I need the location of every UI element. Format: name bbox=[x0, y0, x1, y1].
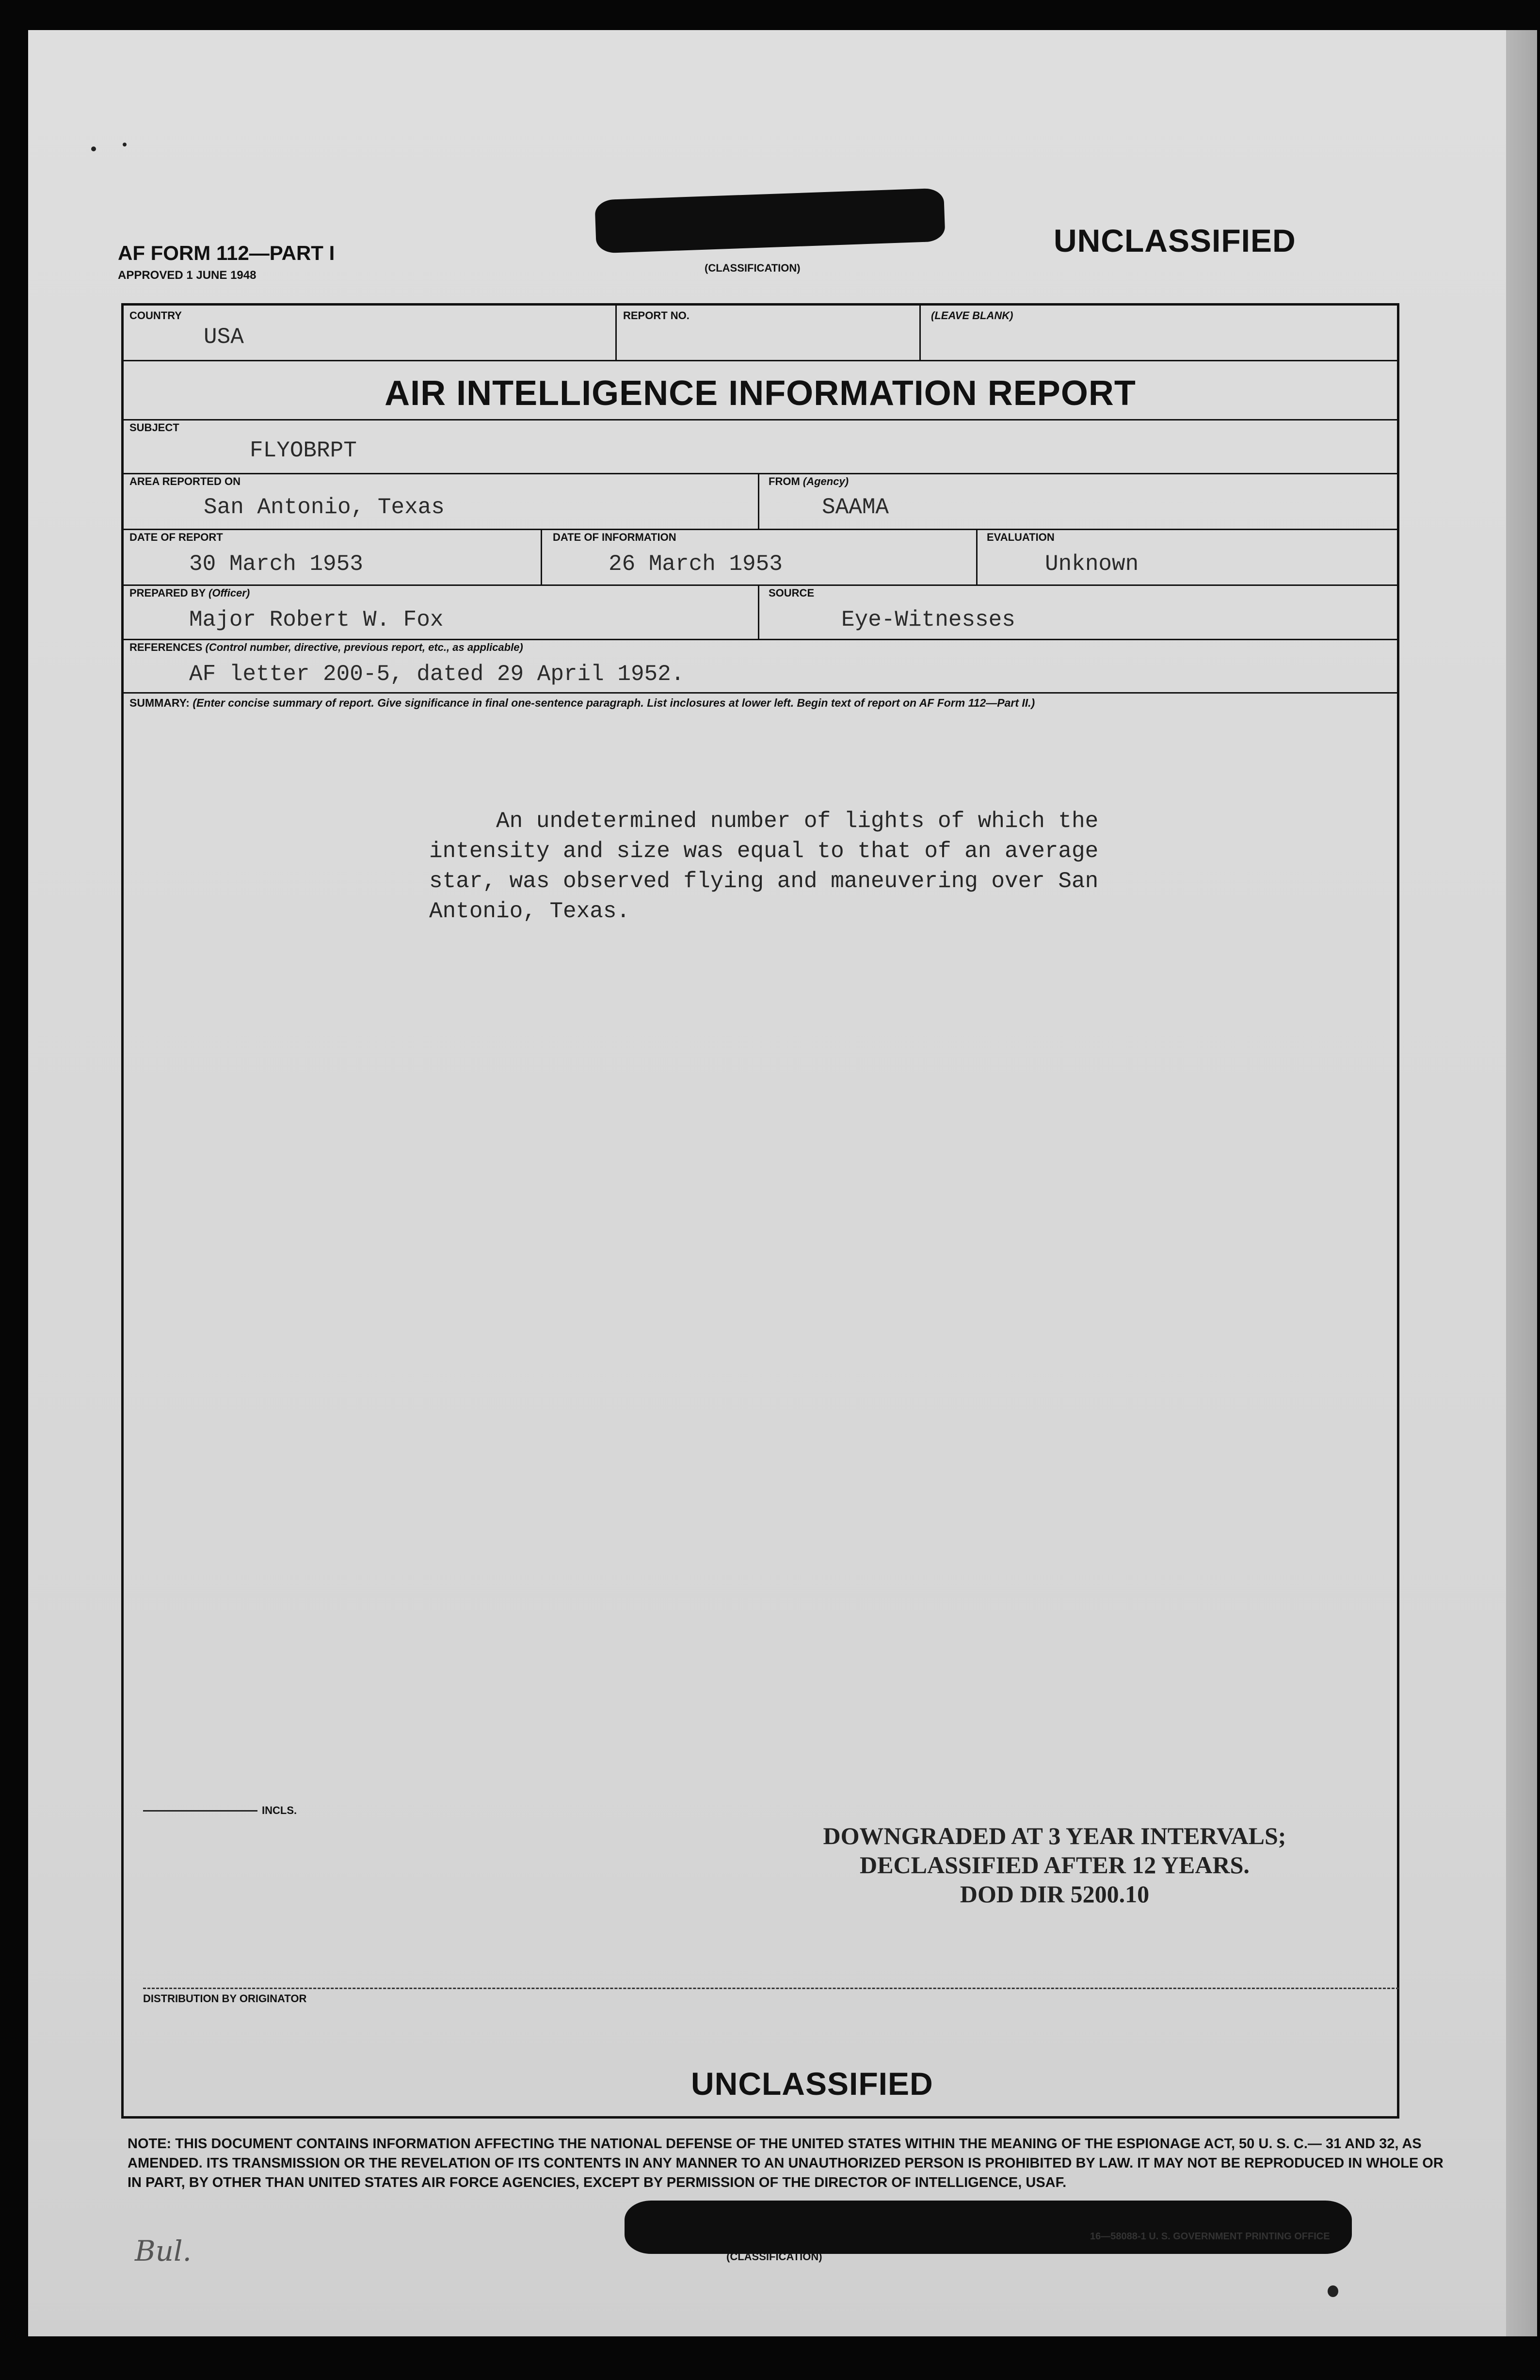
divider bbox=[124, 639, 1397, 640]
distribution-label: DISTRIBUTION BY ORIGINATOR bbox=[143, 1992, 307, 2005]
prepared-by-label: PREPARED BY (Officer) bbox=[129, 587, 250, 599]
document-page bbox=[28, 30, 1506, 2336]
summary-line: star, was observed flying and maneuvering over San bbox=[429, 869, 1099, 894]
classification-caption-bottom: (CLASSIFICATION) bbox=[726, 2250, 822, 2263]
security-note: NOTE: THIS DOCUMENT CONTAINS INFORMATION AFFECTING THE NATIONAL DEFENSE OF THE UNITED STATES WITHIN THE MEANING OF THE ESPIONAGE ACT, 50 U. S. C.— 31 AND 32, AS AMENDED. ITS TRANSMISSION OR THE REVELATION OF ITS CONTENTS IN ANY MANNER TO AN UNAUTHORIZED PERSON IS PROHIBITED BY LAW. IT MAY NOT BE REPRODUCED IN WHOLE OR IN PART, BY OTHER THAN UNITED STATES AIR FORCE AGENCIES, EXCEPT BY PERMISSION OF THE DIRECTOR OF INTELLIGENCE, USAF. bbox=[128, 2136, 1444, 2190]
divider bbox=[758, 584, 759, 639]
downgrade-stamp bbox=[744, 1821, 1365, 1909]
prepared-by-value: Major Robert W. Fox bbox=[189, 607, 444, 632]
report-title: AIR INTELLIGENCE INFORMATION REPORT bbox=[385, 374, 1136, 413]
evaluation-value: Unknown bbox=[1045, 551, 1139, 577]
divider bbox=[124, 360, 1397, 361]
subject-label: SUBJECT bbox=[129, 421, 179, 434]
area-reported-value: San Antonio, Texas bbox=[204, 495, 445, 520]
downgrade-line: DOWNGRADED AT 3 YEAR INTERVALS; bbox=[823, 1822, 1286, 1849]
speck bbox=[1328, 2285, 1338, 2297]
speck bbox=[123, 143, 127, 146]
unclassified-stamp-bottom: UNCLASSIFIED bbox=[691, 2066, 933, 2102]
handwritten-mark: Bul. bbox=[135, 2234, 192, 2267]
summary-label: SUMMARY: (Enter concise summary of report. Give significance in final one-sentence paragraph. List inclosures at lower left. Begin text of report on AF Form 112—Part II.) bbox=[129, 696, 1035, 709]
divider bbox=[541, 529, 542, 584]
area-reported-label: AREA REPORTED ON bbox=[129, 475, 241, 487]
divider bbox=[124, 692, 1397, 694]
references-label: REFERENCES (Control number, directive, previous report, etc., as applicable) bbox=[129, 641, 523, 653]
inclosures-line bbox=[143, 1810, 257, 1812]
downgrade-line: DOD DIR 5200.10 bbox=[960, 1880, 1150, 1908]
date-of-report-label: DATE OF REPORT bbox=[129, 531, 223, 543]
country-value: USA bbox=[204, 324, 244, 350]
inclosures-label: INCLS. bbox=[262, 1804, 297, 1816]
summary-line: intensity and size was equal to that of an average bbox=[429, 839, 1099, 864]
divider bbox=[919, 306, 921, 360]
date-of-information-label: DATE OF INFORMATION bbox=[553, 531, 676, 543]
redaction-mark-bottom bbox=[625, 2201, 1352, 2254]
divider bbox=[615, 306, 617, 360]
references-value: AF letter 200-5, dated 29 April 1952. bbox=[189, 662, 685, 687]
date-of-information-value: 26 March 1953 bbox=[609, 551, 783, 577]
summary-line: An undetermined number of lights of which the bbox=[429, 809, 1099, 834]
subject-value: FLYOBRPT bbox=[250, 438, 357, 463]
evaluation-label: EVALUATION bbox=[987, 531, 1055, 543]
source-label: SOURCE bbox=[769, 587, 815, 599]
downgrade-line: DECLASSIFIED AFTER 12 YEARS. bbox=[860, 1851, 1250, 1878]
from-agency-value: SAAMA bbox=[822, 495, 889, 520]
redaction-mark-top bbox=[594, 188, 945, 253]
form-number: AF FORM 112—PART I bbox=[118, 242, 335, 264]
summary-line: Antonio, Texas. bbox=[429, 899, 630, 924]
summary-text bbox=[429, 806, 1166, 926]
divider bbox=[124, 584, 1397, 586]
approved-date: APPROVED 1 JUNE 1948 bbox=[118, 269, 257, 282]
leave-blank-label: (LEAVE BLANK) bbox=[931, 309, 1013, 322]
divider bbox=[124, 473, 1397, 474]
divider bbox=[758, 473, 759, 529]
divider bbox=[976, 529, 978, 584]
unclassified-stamp-top: UNCLASSIFIED bbox=[1054, 223, 1296, 259]
from-agency-label: FROM (Agency) bbox=[769, 475, 849, 487]
report-form bbox=[121, 303, 1399, 2119]
divider bbox=[124, 529, 1397, 530]
speck bbox=[91, 146, 96, 151]
report-no-label: REPORT NO. bbox=[623, 309, 690, 322]
perforation-line bbox=[143, 1988, 1399, 1989]
country-label: COUNTRY bbox=[129, 309, 182, 322]
source-value: Eye-Witnesses bbox=[841, 607, 1015, 632]
date-of-report-value: 30 March 1953 bbox=[189, 551, 363, 577]
classification-caption-top: (CLASSIFICATION) bbox=[705, 262, 801, 274]
printing-office-line: 16—58088-1 U. S. GOVERNMENT PRINTING OFFICE bbox=[1090, 2231, 1330, 2242]
divider bbox=[124, 419, 1397, 421]
